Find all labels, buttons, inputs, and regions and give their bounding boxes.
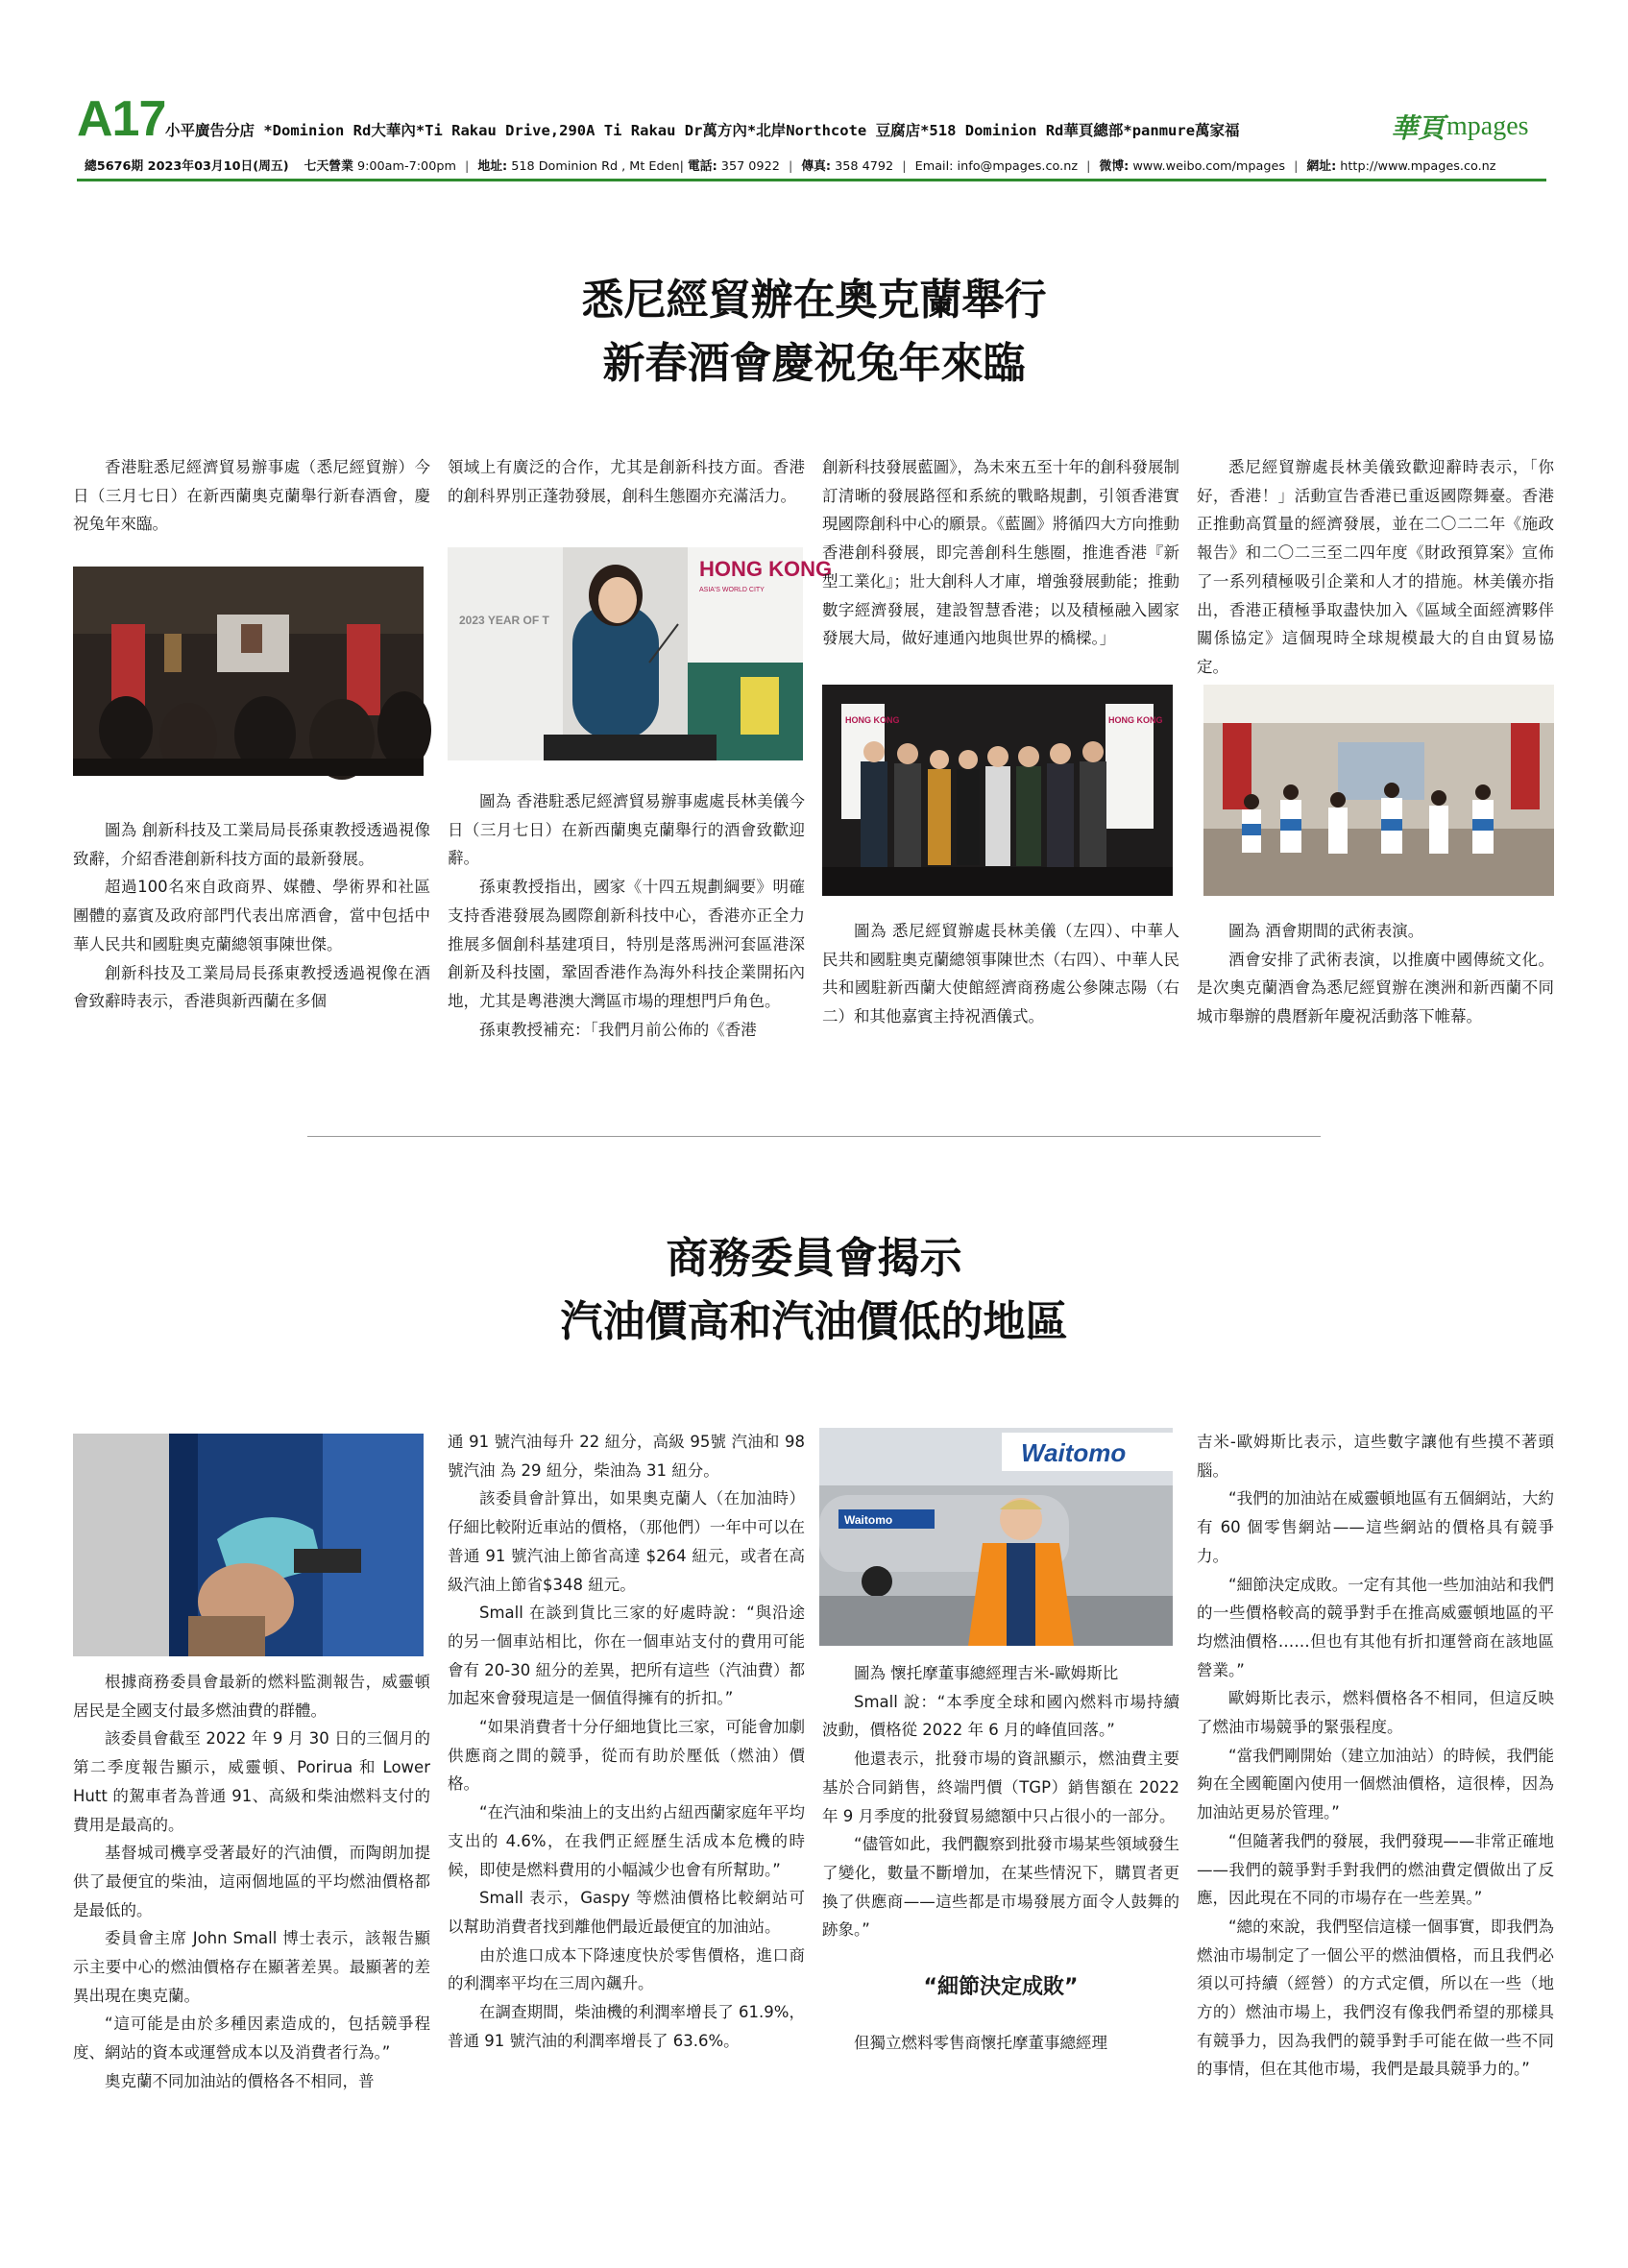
article2-subhead: “細節決定成敗” (923, 1975, 1079, 2000)
hk-banner-text: HONG KONG (699, 557, 833, 581)
tanker-sign: Waitomo (844, 1513, 893, 1527)
hours: 9:00am-7:00pm (356, 159, 456, 174)
hk-banner-sub: ASIA'S WORLD CITY (699, 587, 765, 593)
section-divider (307, 1136, 1321, 1137)
paragraph: “當我們剛開始（建立加油站）的時候，我們能夠在全國範圍內使用一個燃油價格，這很棒，因為加油站更易於管理。” (1197, 1746, 1554, 1822)
paragraph: 孫東教授指出，國家《十四五規劃綱要》明確支持香港發展為國際創新科技中心，香港亦正全力推展多個創科基建項目，特別是落馬洲河套區港深創新及科技園，鞏固香港作為海外科技企業開拓內地，尤其是粵港澳大灣區市場的理想門戶角色。 (448, 878, 805, 1010)
article1-headline (0, 269, 1628, 396)
photo-toast-ceremony (822, 685, 1173, 896)
paragraph: 委員會主席 John Small 博士表示，該報告顯示主要中心的燃油價格存在顯著差異。最顯著的差異出現在奧克蘭。 (73, 1929, 430, 2005)
mpages-logo[interactable] (1391, 108, 1529, 146)
paragraph: “但隨著我們的發展，我們發現——非常正確地——我們的競爭對手對我們的燃油費定價做出了反應，因此現在不同的市場存在一些差異。” (1197, 1831, 1554, 1908)
article2-title-line2: 汽油價高和汽油價低的地區 (560, 1297, 1068, 1346)
paragraph: 奧克蘭不同加油站的價格各不相同，普 (105, 2071, 375, 2090)
photo-caption: 圖為 懷托摩董事總經理吉米-歐姆斯比 (854, 1664, 1119, 1682)
article1-col4-top (1197, 453, 1554, 682)
article2-col1 (73, 1668, 430, 2096)
paragraph: Small 在談到貨比三家的好處時說：“與沿途的另一個車站相比，你在一個車站支付的費用可能會有 20-30 紐分的差異，把所有這些（汽油費）都加起來會發現這是一個值得擁有的折扣。” (448, 1604, 805, 1708)
photo-video-speech (73, 567, 424, 776)
paragraph: 酒會安排了武術表演，以推廣中國傳統文化。是次奧克蘭酒會為悉尼經貿辦在澳洲和新西蘭不同城市舉辦的農曆新年慶祝活動落下帷幕。 (1197, 950, 1554, 1026)
article2-col3 (822, 1659, 1179, 2057)
header-rule (77, 179, 1546, 181)
fax: 358 4792 (835, 159, 894, 174)
paragraph: 該委員會截至 2022 年 9 月 30 日的三個月的第二季度報告顯示，威靈頓、Porirua 和 Lower Hutt 的駕車者為普通 91、高級和柴油燃料支付的費用是最高的。 (73, 1729, 430, 1834)
paragraph: Small 表示，Gaspy 等燃油價格比較網站可以幫助消費者找到離他們最近最便宜的加油站。 (448, 1889, 805, 1936)
address-label: 地址: (477, 159, 508, 174)
article1-title-line1: 悉尼經貿辦在奧克蘭舉行 (581, 276, 1047, 325)
article1-col1-top (73, 453, 430, 539)
article1-col4-bottom (1197, 917, 1554, 1031)
hours-label: 七天營業 (304, 159, 353, 174)
store-locations: 小平廣告分店 *Dominion Rd大華內*Ti Rakau Drive,290A Ti Rakau Dr萬方內*北岸Northcote 豆腐店*518 Dominion Rd華頁總部*panmure萬家福 (165, 122, 1240, 139)
photo-caption: 圖為 悉尼經貿辦處長林美儀（左四）、中華人民共和國駐奧克蘭總領事陳世杰（右四）、中華人民共和國駐新西蘭大使館經濟商務處公參陳志陽（右二）和其他嘉賓主持祝酒儀式。 (822, 922, 1179, 1026)
paragraph: 歐姆斯比表示，燃料價格各不相同，但這反映了燃油市場競爭的緊張程度。 (1197, 1689, 1554, 1737)
logo-chinese: 華頁 (1391, 112, 1446, 144)
paragraph: 悉尼經貿辦處長林美儀致歡迎辭時表示，「你好，香港！」活動宣告香港已重返國際舞臺。香港正推動高質量的經濟發展，並在二〇二二年《施政報告》和二〇二三至二四年度《財政預算案》宣佈了一系列積極吸引企業和人才的措施。林美儀亦指出，香港正積極爭取盡快加入《區域全面經濟夥伴關係協定》這個現時全球規模最大的自由貿易協定。 (1197, 458, 1554, 676)
photo-caption: 圖為 酒會期間的武術表演。 (1228, 922, 1424, 940)
paragraph: 孫東教授補充：「我們月前公佈的《香港 (479, 1020, 757, 1039)
paragraph: 香港駐悉尼經濟貿易辦事處（悉尼經貿辦）今日（三月七日）在新西蘭奧克蘭舉行新春酒會，慶祝兔年來臨。 (73, 458, 430, 534)
photo-waitomo-manager (819, 1428, 1173, 1646)
paragraph: 吉米-歐姆斯比表示，這些數字讓他有些摸不著頭腦。 (1197, 1433, 1554, 1480)
info-bar: 總5676期 2023年03月10日(周五) 七天營業 9:00am-7:00pm | 地址: 518 Dominion Rd , Mt Eden| 電話: 357 0922 | 傳真: 358 4792 | Email: info@mpages.co.nz | 微博: www.weibo.com/mpages | 網址: http://www.mpages.co.nz (85, 159, 1496, 174)
paragraph: “細節決定成敗。一定有其他一些加油站和我們的一些價格較高的競爭對手在推高威靈頓地區的平均燃油價格……但也有其他有折扣運營商在該地區營業。” (1197, 1575, 1554, 1679)
paragraph: 在調查期間，柴油機的利潤率增長了 61.9%，普通 91 號汽油的利潤率增長了 63.6%。 (448, 2003, 805, 2050)
photo-fuel-nozzle (73, 1434, 424, 1656)
website-link[interactable]: http://www.mpages.co.nz (1340, 159, 1496, 174)
page-number: A17 (77, 91, 166, 147)
article1-col2-bottom (448, 787, 805, 1044)
paragraph: 基督城司機享受著最好的汽油價，而陶朗加提供了最便宜的柴油，這兩個地區的平均燃油價格都是最低的。 (73, 1844, 430, 1919)
fax-label: 傳真: (801, 159, 832, 174)
paragraph: “在汽油和柴油上的支出約占紐西蘭家庭年平均支出的 4.6%，在我們正經歷生活成本危機的時候，即使是燃料費用的小幅減少也會有所幫助。” (448, 1803, 805, 1879)
paragraph: 由於進口成本下降速度快於零售價格，進口商的利潤率平均在三周內飆升。 (448, 1945, 805, 1993)
article2-headline (0, 1227, 1628, 1354)
hk-banner-left: HONG KONG (845, 715, 900, 725)
paragraph: 他還表示，批發市場的資訊顯示，燃油費主要基於合同銷售，終端門價（TGP）銷售額在 2022 年 9 月季度的批發貿易總額中只占很小的一部分。 (822, 1749, 1179, 1825)
article1-col1-bottom (73, 816, 430, 1016)
article2-title-line1: 商務委員會揭示 (666, 1234, 962, 1283)
address: 518 Dominion Rd , Mt Eden| (511, 159, 684, 174)
paragraph: 通 91 號汽油每升 22 紐分，高級 95號 汽油和 98號汽油 為 29 紐分，柴油為 31 紐分。 (448, 1433, 805, 1480)
paragraph: 根據商務委員會最新的燃料監測報告，威靈頓居民是全國支付最多燃油費的群體。 (73, 1673, 430, 1720)
paragraph: “我們的加油站在威靈頓地區有五個網站，大約有 60 個零售網站——這些網站的價格具有競爭力。 (1197, 1489, 1554, 1565)
waitomo-sign: Waitomo (1021, 1438, 1127, 1467)
article1-col3-top (822, 453, 1179, 653)
hk-banner-right: HONG KONG (1108, 715, 1163, 725)
weibo-link[interactable]: www.weibo.com/mpages (1132, 159, 1286, 174)
paragraph: Small 說：“本季度全球和國內燃料市場持續波動，價格從 2022 年 6 月的峰值回落。” (822, 1692, 1179, 1740)
photo-caption: 圖為 創新科技及工業局局長孫東教授透過視像致辭，介紹香港創新科技方面的最新發展。 (73, 821, 430, 868)
logo-english: mpages (1446, 111, 1529, 141)
paragraph: 但獨立燃料零售商懷托摩董事總經理 (854, 2033, 1107, 2052)
paragraph: “如果消費者十分仔細地貨比三家，可能會加劇供應商之間的競爭，從而有助於壓低（燃油）價格。 (448, 1718, 805, 1794)
weibo-label: 微博: (1099, 159, 1130, 174)
paragraph: 創新科技及工業局局長孫東教授透過視像在酒會致辭時表示，香港與新西蘭在多個 (73, 963, 430, 1011)
photo-caption: 圖為 香港駐悉尼經濟貿易辦事處處長林美儀今日（三月七日）在新西蘭奧克蘭舉行的酒會致歡迎辭。 (448, 792, 805, 868)
paragraph: 超過100名來自政商界、媒體、學術界和社區團體的嘉賓及政府部門代表出席酒會，當中包括中華人民共和國駐奧克蘭總領事陳世傑。 (73, 878, 430, 953)
paragraph: “總的來說，我們堅信這樣一個事實，即我們為燃油市場制定了一個公平的燃油價格，而且我們必須以可持續（經營）的方式定價，所以在一些（地方的）燃油市場上，我們沒有像我們希望的那樣具有競爭力，因為我們的競爭對手可能在做一些不同的事情，但在其他市場，我們是最具競爭力的。” (1197, 1917, 1554, 2079)
paragraph: 創新科技發展藍圖》，為未來五至十年的創科發展制訂清晰的發展路徑和系統的戰略規劃，引領香港實現國際創科中心的願景。《藍圖》將循四大方向推動香港創科發展，即完善創科生態圈，推進香港『新型工業化』；壯大創科人才庫，增強發展動能；推動數字經濟發展，建設智慧香港；以及積極融入國家發展大局，做好連通內地與世界的橋樑。」 (822, 458, 1179, 648)
issue-info: 總5676期 2023年03月10日(周五) (85, 159, 289, 174)
phone: 357 0922 (720, 159, 780, 174)
paragraph: 領域上有廣泛的合作，尤其是創新科技方面。香港的創科界別正蓬勃發展，創科生態圈亦充滿活力。 (448, 458, 805, 505)
photo-director-speech (448, 547, 833, 760)
paragraph: “儘管如此，我們觀察到批發市場某些領域發生了變化，數量不斷增加，在某些情況下，購買者更換了供應商——這些都是市場發展方面令人鼓舞的跡象。” (822, 1835, 1179, 1940)
email-link[interactable]: Email: info@mpages.co.nz (914, 159, 1079, 174)
article1-col3-bottom (822, 917, 1179, 1031)
paragraph: “這可能是由於多種因素造成的，包括競爭程度、網站的資本或運營成本以及消費者行為。” (73, 2015, 430, 2063)
article2-col2 (448, 1428, 805, 2055)
paragraph: 該委員會計算出，如果奧克蘭人（在加油時）仔細比較附近車站的價格，（那他們）一年中可以在普通 91 號汽油上節省高達 $264 紐元，或者在高級汽油上節省$348 紐元。 (448, 1489, 805, 1594)
photo-martial-arts (1203, 685, 1554, 896)
article1-col2-top (448, 453, 805, 510)
year-banner-text: 2023 YEAR OF T (459, 614, 549, 627)
phone-label: 電話: (688, 159, 717, 174)
website-label: 網址: (1306, 159, 1337, 174)
article1-title-line2: 新春酒會慶祝兔年來臨 (602, 339, 1026, 388)
article2-col4 (1197, 1428, 1554, 2084)
